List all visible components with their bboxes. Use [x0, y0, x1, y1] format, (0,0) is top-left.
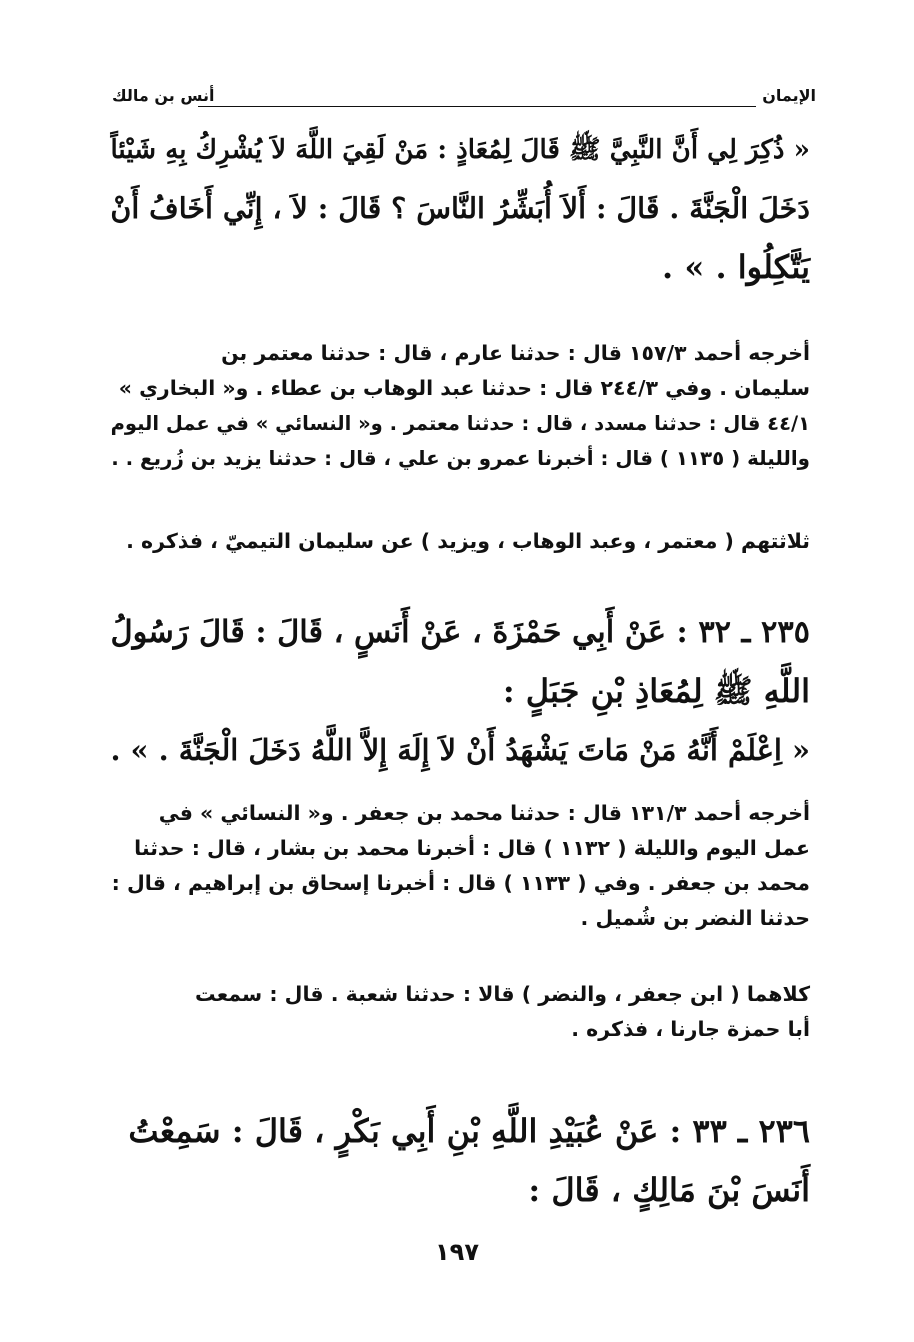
hadith-235: [96, 603, 810, 780]
text-line: سليمان . وفي ٢٤٤/٣ قال : حدثنا عبد الوهاب بن عطاء . و« البخاري »: [118, 376, 810, 400]
text-line: حدثنا النضر بن شُميل .: [580, 906, 810, 930]
text-line: والليلة ( ١١٣٥ ) قال : أخبرنا عمرو بن علي ، قال : حدثنا يزيد بن زُريع . .: [111, 447, 810, 470]
hadith-236: [96, 1102, 810, 1220]
page-number: ١٩٧: [435, 1238, 479, 1266]
text-line: كلاهما ( ابن جعفر ، والنضر ) قالا : حدثنا شعبة . قال : سمعت: [195, 982, 810, 1006]
takhrij-paragraph: [96, 796, 810, 936]
text-line: دَخَلَ الْجَنَّةَ . قَالَ : أَلاَ أُبَشِّرُ النَّاسَ ؟ قَالَ : لاَ ، إِنِّي أَخَافُ أَنْ: [110, 191, 810, 225]
running-header: [90, 86, 816, 116]
text-line: « ذُكِرَ لِي أَنَّ النَّبِيَّ ﷺ قَالَ لِمُعَاذٍ : مَنْ لَقِيَ اللَّهَ لاَ يُشْرِكُ بِهِ شَيْئاً: [110, 134, 810, 165]
hadith-text-block: [96, 120, 810, 297]
text-line: أبا حمزة جارنا ، فذكره .: [571, 1017, 810, 1041]
text-line: اللَّهِ ﷺ لِمُعَاذِ بْنِ جَبَلٍ :: [502, 672, 810, 710]
text-line: ثلاثتهم ( معتمر ، وعبد الوهاب ، ويزيد ) عن سليمان التيميّ ، فذكره .: [126, 529, 810, 553]
text-line: أخرجه أحمد ١٣١/٣ قال : حدثنا محمد بن جعفر . و« النسائي » في: [158, 801, 810, 825]
text-line: يَتَّكِلُوا . » .: [662, 248, 810, 286]
takhrij-summary: [96, 524, 810, 559]
header-rule: [198, 106, 756, 107]
text-line: ٢٣٥ ـ ٣٢ : عَنْ أَبِي حَمْزَةَ ، عَنْ أَنَسٍ ، قَالَ : قَالَ رَسُولُ: [110, 614, 810, 650]
text-line: ٢٣٦ ـ ٣٣ : عَنْ عُبَيْدِ اللَّهِ بْنِ أَبِي بَكْرٍ ، قَالَ : سَمِعْتُ: [128, 1112, 810, 1150]
text-line: محمد بن جعفر . وفي ( ١١٣٣ ) قال : أخبرنا إسحاق بن إبراهيم ، قال :: [111, 871, 810, 895]
takhrij-paragraph: [96, 336, 810, 476]
header-narrator: أنس بن مالك: [112, 86, 215, 105]
text-line: أَنَسَ بْنَ مَالِكٍ ، قَالَ :: [528, 1171, 810, 1209]
text-line: أخرجه أحمد ١٥٧/٣ قال : حدثنا عارم ، قال : حدثنا معتمر بن: [221, 341, 810, 365]
text-line: « اِعْلَمْ أَنَّهُ مَنْ مَاتَ يَشْهَدُ أَنْ لاَ إِلَهَ إِلاَّ اللَّهُ دَخَلَ الْجَنَّةَ . » .: [110, 733, 810, 767]
takhrij-summary: [96, 977, 810, 1047]
text-line: ٤٤/١ قال : حدثنا مسدد ، قال : حدثنا معتمر . و« النسائي » في عمل اليوم: [110, 412, 810, 435]
text-line: عمل اليوم والليلة ( ١١٣٢ ) قال : أخبرنا محمد بن بشار ، قال : حدثنا: [134, 836, 810, 860]
header-section-title: الإيمان: [762, 86, 816, 105]
